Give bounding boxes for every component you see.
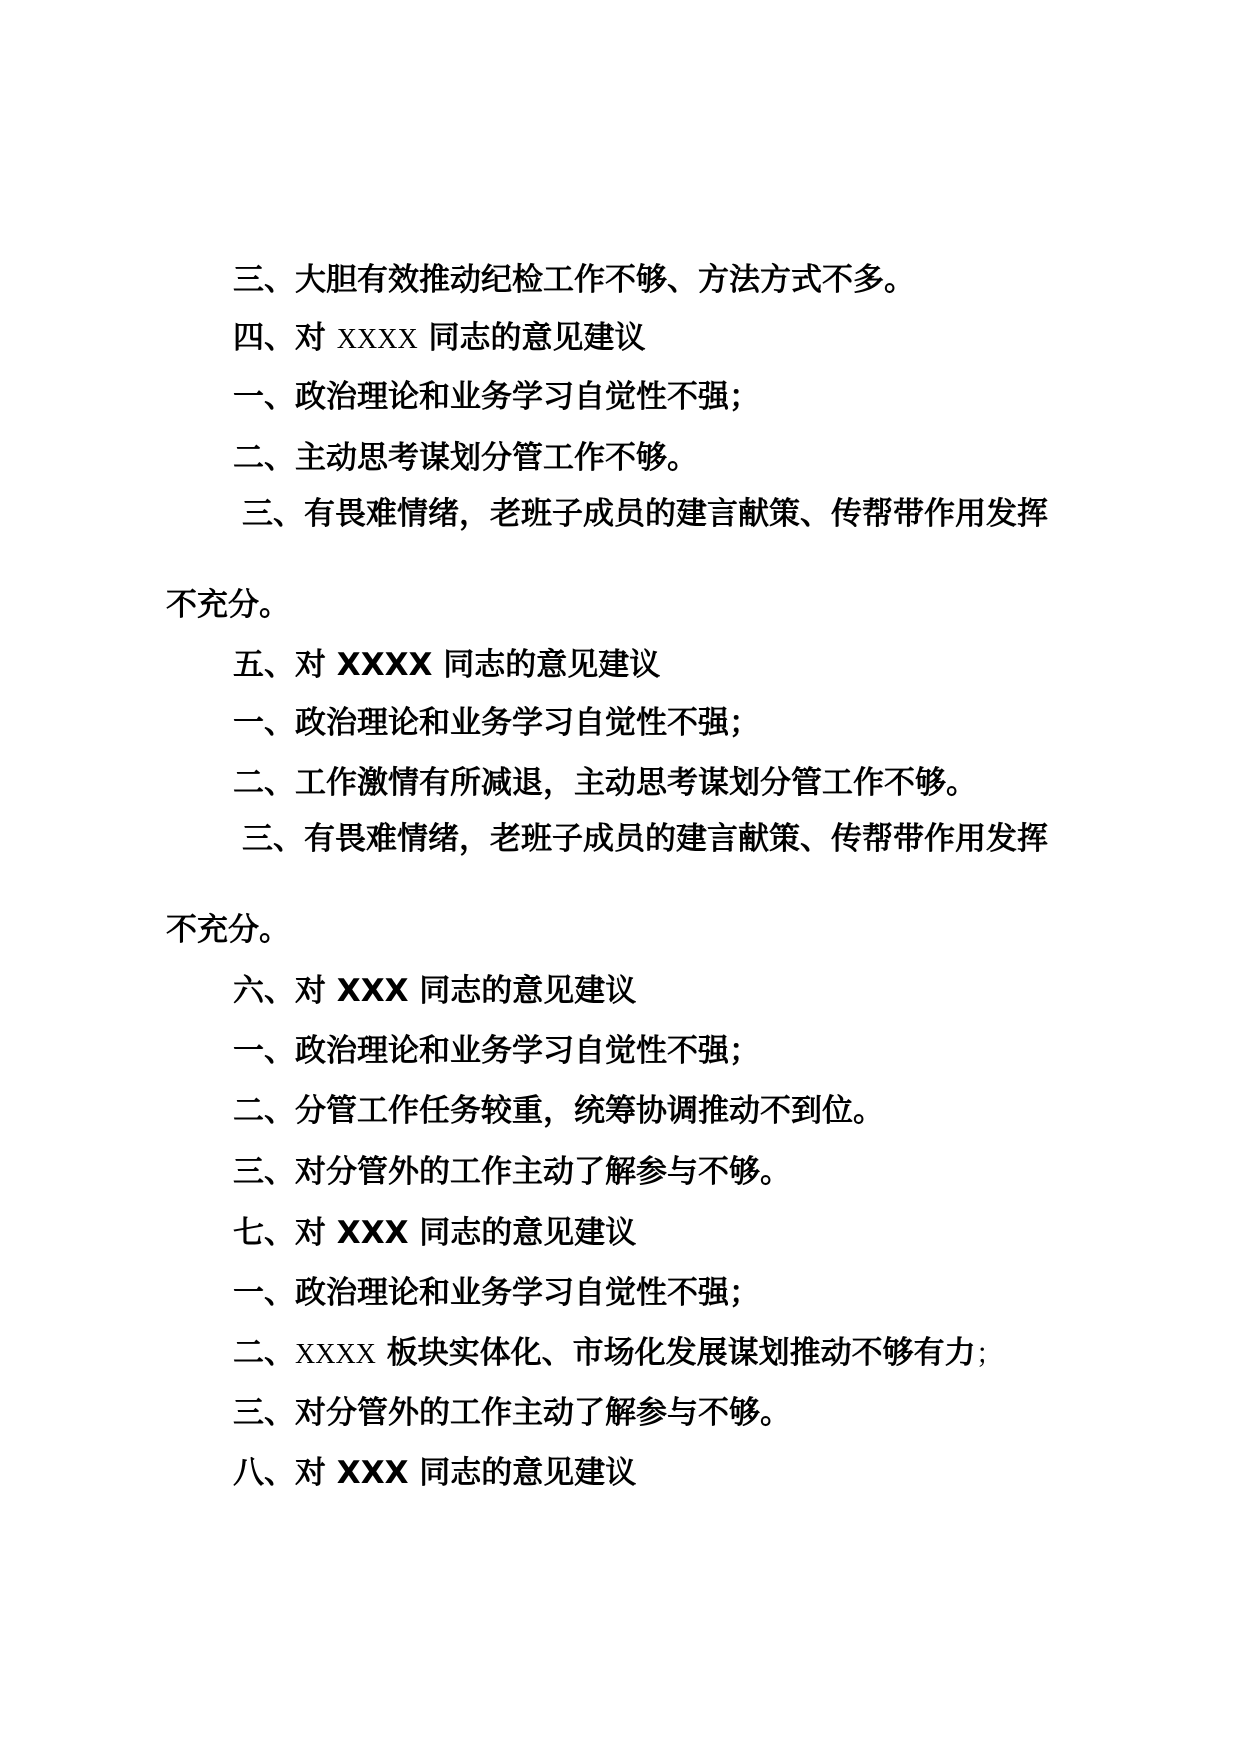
section-heading: 七、对 XXX 同志的意见建议 <box>233 1215 637 1251</box>
text-line: 三、大胆有效推动纪检工作不够、方法方式不多。 <box>233 262 915 298</box>
section-heading <box>233 318 645 360</box>
text-line: 一、政治理论和业务学习自觉性不强； <box>233 1275 760 1311</box>
name-placeholder: XXXX <box>336 324 418 355</box>
heading-prefix: 四、对 <box>233 320 337 356</box>
section-heading: 八、对 XXX 同志的意见建议 <box>233 1455 637 1491</box>
text-line: 二、分管工作任务较重，统筹协调推动不到位。 <box>233 1093 884 1129</box>
text-line: 一、政治理论和业务学习自觉性不强； <box>233 705 760 741</box>
text-line: 三、对分管外的工作主动了解参与不够。 <box>233 1154 791 1190</box>
heading-suffix: 同志的意见建议 <box>417 320 646 356</box>
section-heading: 六、对 XXX 同志的意见建议 <box>233 973 637 1009</box>
text-line: 一、政治理论和业务学习自觉性不强； <box>233 1033 760 1069</box>
item-body: 板块实体化、市场化发展谋划推动不够有力 <box>375 1335 976 1371</box>
text-line: 三、对分管外的工作主动了解参与不够。 <box>233 1395 791 1431</box>
text-line: 一、政治理论和业务学习自觉性不强； <box>233 379 760 415</box>
section-heading: 五、对 XXXX 同志的意见建议 <box>233 647 661 683</box>
text-line: 二、工作激情有所减退，主动思考谋划分管工作不够。 <box>233 765 977 801</box>
text-line: 二、主动思考谋划分管工作不够。 <box>233 440 698 476</box>
item-end-punct: ； <box>975 1339 1004 1370</box>
text-line: 不充分。 <box>166 912 290 948</box>
item-prefix: 二、 <box>233 1335 295 1371</box>
text-line: 三、有畏难情绪，老班子成员的建言献策、传帮带作用发挥 <box>242 821 1048 857</box>
text-line <box>233 1333 1004 1375</box>
name-placeholder: XXXX <box>295 1339 376 1370</box>
text-line: 不充分。 <box>166 587 290 623</box>
text-line: 三、有畏难情绪，老班子成员的建言献策、传帮带作用发挥 <box>242 496 1048 532</box>
